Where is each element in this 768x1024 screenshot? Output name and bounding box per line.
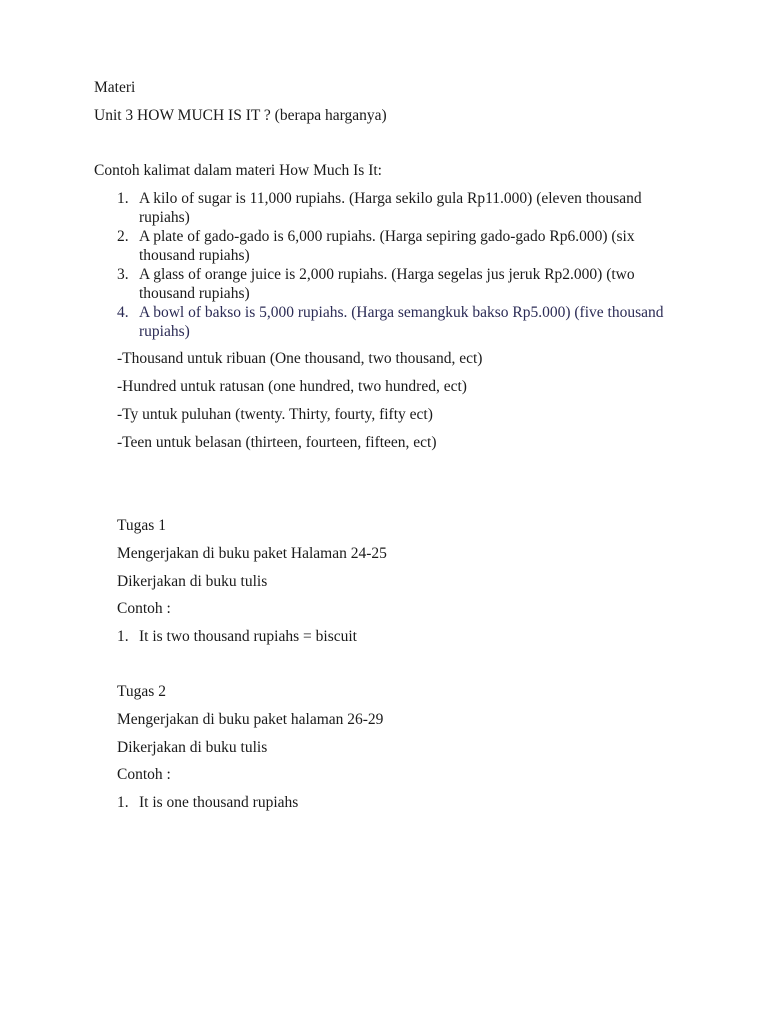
example-item: [117, 227, 677, 265]
example-item-number: 1.: [117, 190, 129, 207]
note-line: -Hundred untuk ratusan (one hundred, two hundred, ect): [117, 378, 467, 395]
tugas1-item-number: 1.: [117, 628, 129, 645]
note-line: -Teen untuk belasan (thirteen, fourteen, fifteen, ect): [117, 434, 437, 451]
example-item-text: A glass of orange juice is 2,000 rupiahs. (Harga segelas jus jeruk Rp2.000) (two thousand rupiahs): [139, 266, 635, 302]
examples-intro: Contoh kalimat dalam materi How Much Is It:: [94, 162, 382, 179]
example-item-text: A plate of gado-gado is 6,000 rupiahs. (Harga sepiring gado-gado Rp6.000) (six thousand rupiahs): [139, 228, 635, 264]
tugas1-line2: Dikerjakan di buku tulis: [117, 573, 268, 590]
tugas1-title: Tugas 1: [117, 517, 166, 534]
example-item-text: A bowl of bakso is 5,000 rupiahs. (Harga semangkuk bakso Rp5.000) (five thousand rupiahs): [139, 304, 664, 340]
tugas2-contoh: Contoh :: [117, 766, 171, 783]
tugas1-item-text: It is two thousand rupiahs = biscuit: [139, 628, 357, 645]
tugas2-title: Tugas 2: [117, 683, 166, 700]
example-item-number: 2.: [117, 228, 129, 245]
tugas2-line2: Dikerjakan di buku tulis: [117, 739, 268, 756]
note-line: -Ty untuk puluhan (twenty. Thirty, fourty, fifty ect): [117, 406, 433, 423]
example-item: [117, 265, 677, 303]
tugas1-contoh: Contoh :: [117, 600, 171, 617]
example-item-number: 3.: [117, 266, 129, 283]
tugas2-item-text: It is one thousand rupiahs: [139, 794, 299, 811]
example-item: [117, 303, 677, 341]
tugas2-line1: Mengerjakan di buku paket halaman 26-29: [117, 711, 384, 728]
tugas2-example-item: [117, 793, 677, 812]
materi-heading: Materi: [94, 79, 136, 96]
unit-title: Unit 3 HOW MUCH IS IT ? (berapa harganya): [94, 107, 387, 124]
tugas2-item-number: 1.: [117, 794, 129, 811]
example-item-number: 4.: [117, 304, 129, 321]
tugas1-line1: Mengerjakan di buku paket Halaman 24-25: [117, 545, 387, 562]
note-line: -Thousand untuk ribuan (One thousand, two thousand, ect): [117, 350, 483, 367]
example-item-text: A kilo of sugar is 11,000 rupiahs. (Harga sekilo gula Rp11.000) (eleven thousand rupiahs): [139, 190, 642, 226]
tugas1-example-item: [117, 627, 677, 646]
example-item: [117, 189, 677, 227]
